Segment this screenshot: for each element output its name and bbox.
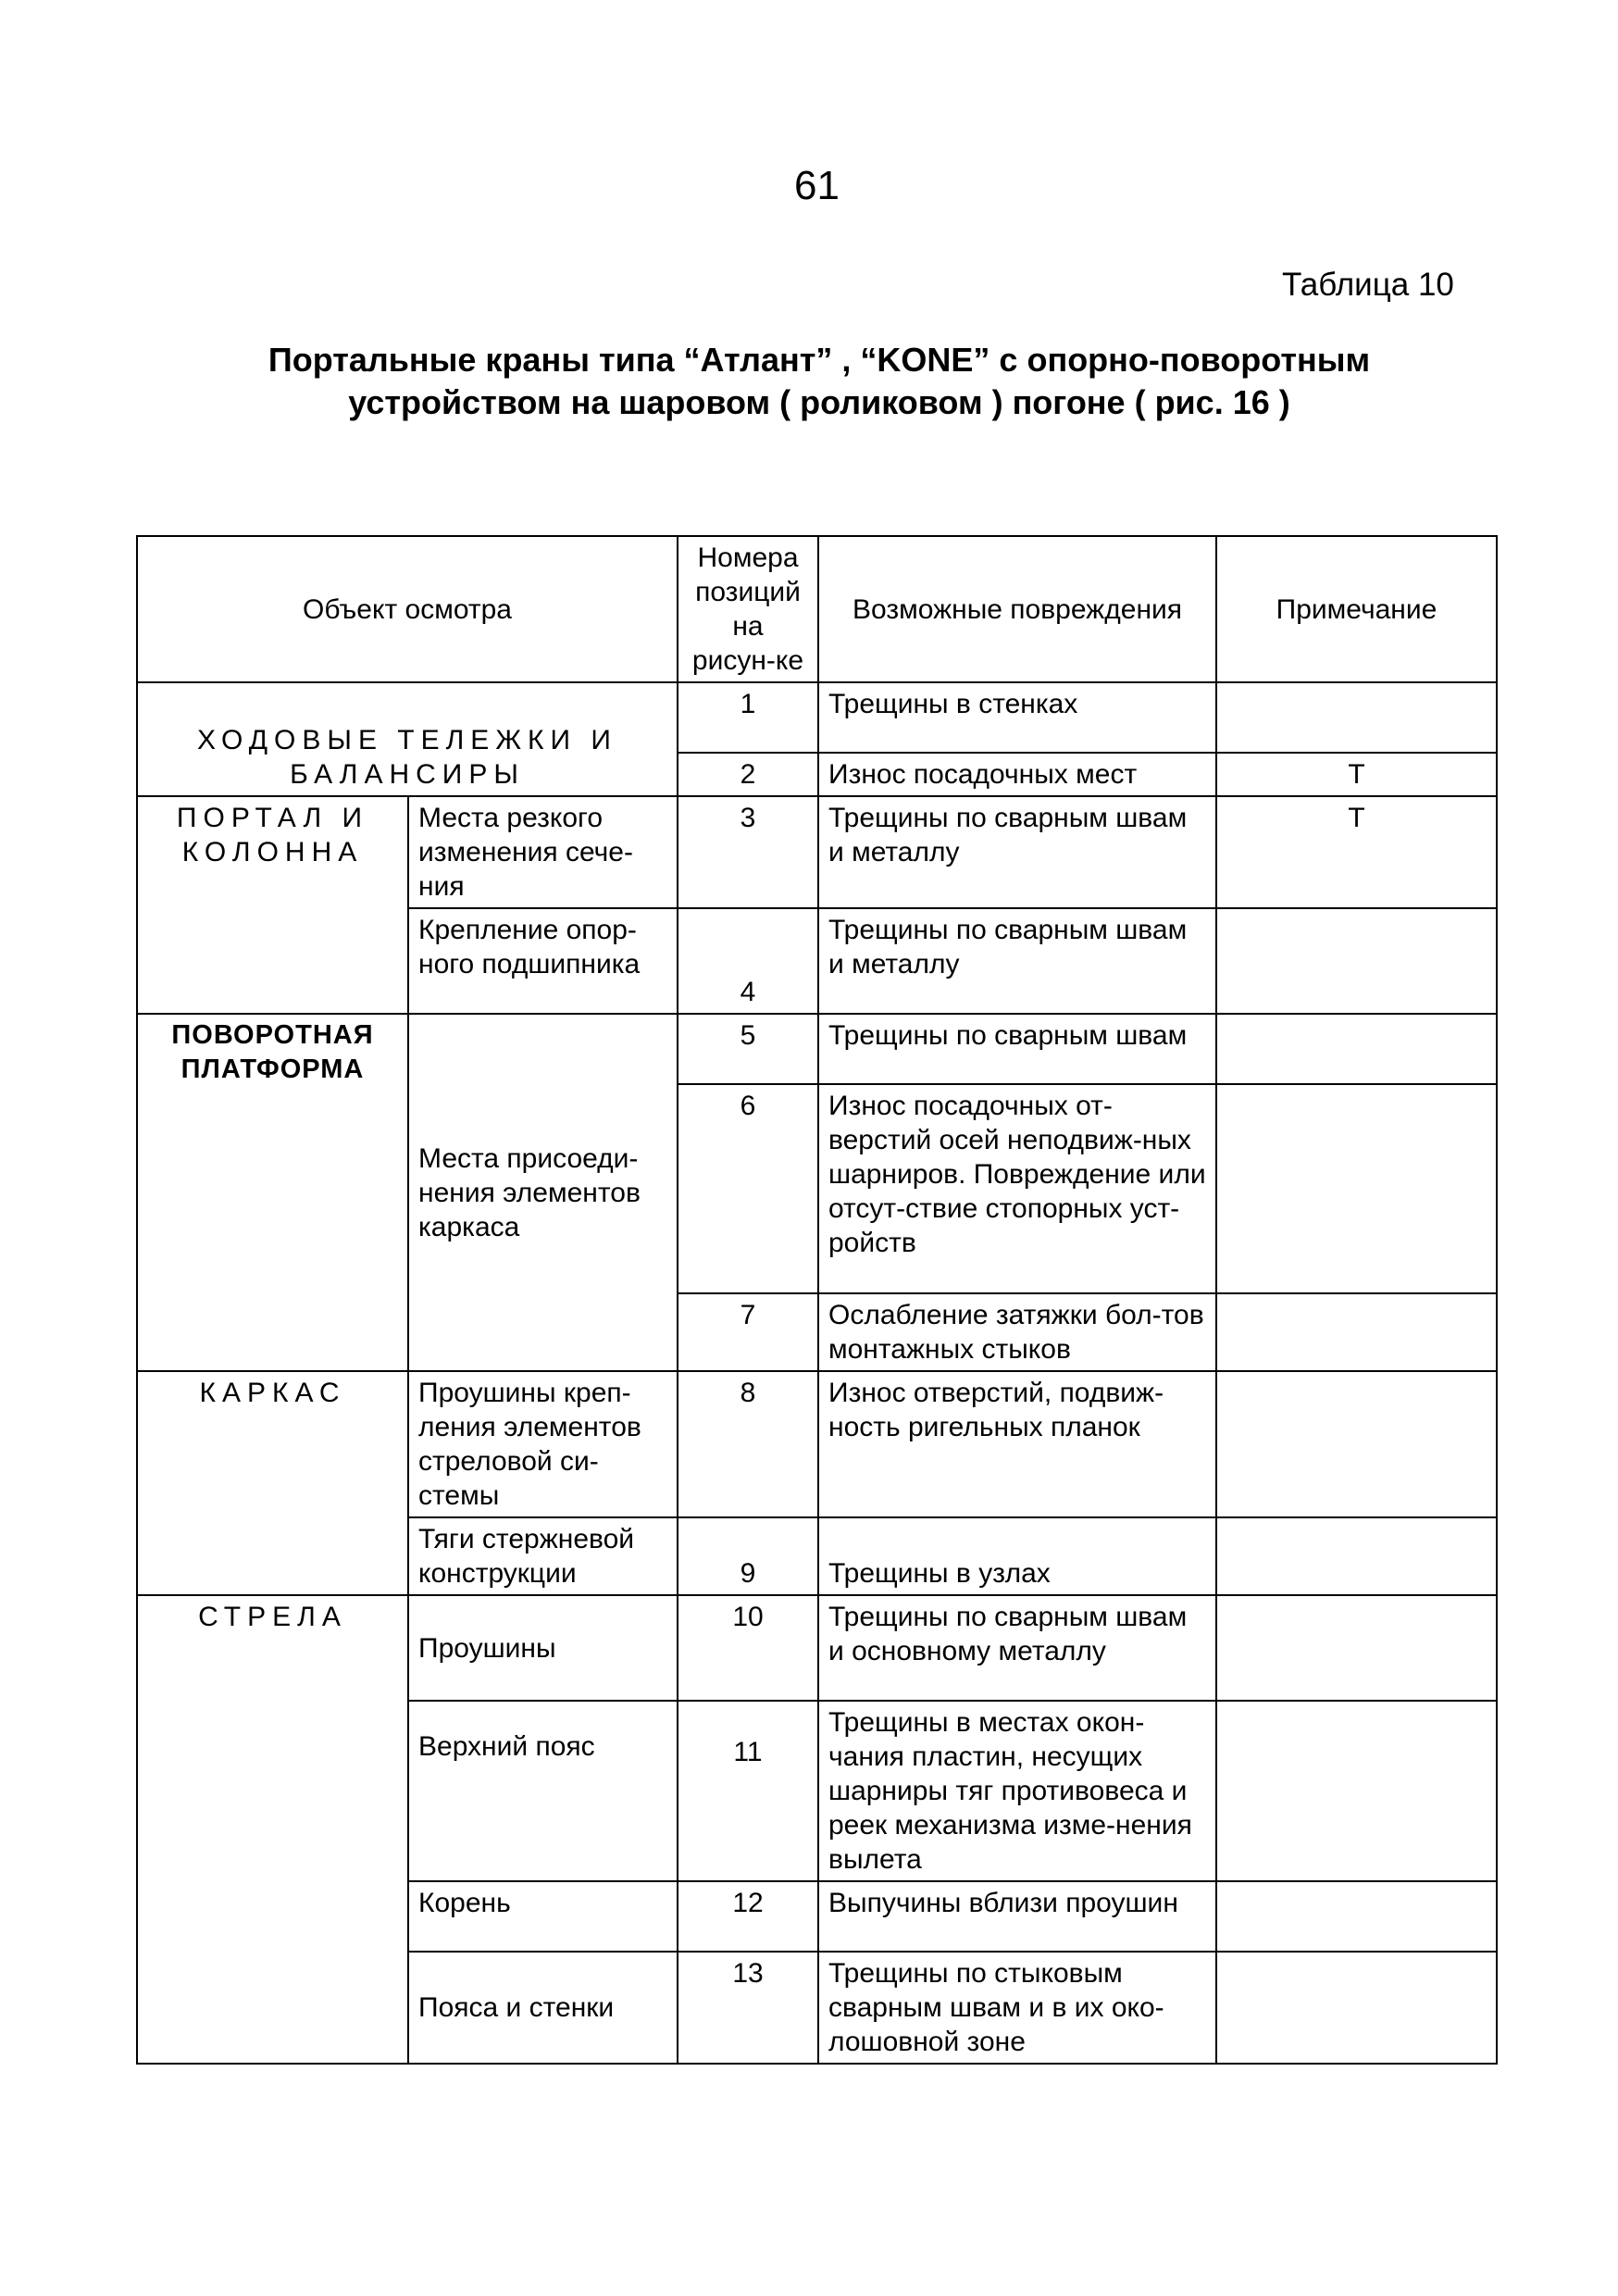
note-cell [1216, 1952, 1497, 2064]
position-number: 1 [678, 682, 818, 753]
object-cell: Корень [408, 1881, 678, 1952]
damage-cell: Трещины по сварным швам [818, 1014, 1216, 1084]
object-cell: Пояса и стенки [408, 1952, 678, 2064]
position-number: 2 [678, 753, 818, 796]
position-number: 11 [678, 1701, 818, 1881]
position-number: 4 [678, 908, 818, 1014]
note-cell [1216, 908, 1497, 1014]
damage-cell: Трещины в стенках [818, 682, 1216, 753]
damage-cell: Трещины по сварным швам и основному металлу [818, 1595, 1216, 1701]
note-cell [1216, 1517, 1497, 1595]
position-number: 12 [678, 1881, 818, 1952]
damage-cell: Трещины по сварным швам и металлу [818, 908, 1216, 1014]
object-cell: Верхний пояс [408, 1701, 678, 1881]
table-row [137, 1595, 1497, 1701]
position-number: 6 [678, 1084, 818, 1293]
damage-cell: Ослабление затяжки бол-тов монтажных стыков [818, 1293, 1216, 1371]
note-cell [1216, 1595, 1497, 1701]
title-line-1: Портальные краны типа “Атлант” , “KONE” с опорно-поворотным [268, 341, 1371, 379]
table-caption: Таблица 10 [1282, 267, 1454, 303]
damage-cell: Трещины в узлах [818, 1517, 1216, 1595]
position-number: 10 [678, 1595, 818, 1701]
note-cell [1216, 1293, 1497, 1371]
damage-cell: Трещины по сварным швам и металлу [818, 796, 1216, 908]
inspection-table [136, 535, 1498, 2065]
object-cell: Проушины [408, 1595, 678, 1701]
object-cell: Крепление опор-ного подшипника [408, 908, 678, 1014]
object-cell: Места резкого изменения сече-ния [408, 796, 678, 908]
header-note: Примечание [1216, 536, 1497, 682]
group-platform: ПОВОРОТНАЯ ПЛАТФОРМА [137, 1014, 408, 1371]
note-cell [1216, 1084, 1497, 1293]
position-number: 13 [678, 1952, 818, 2064]
table-row [137, 1014, 1497, 1084]
note-cell [1216, 1701, 1497, 1881]
damage-cell: Трещины по стыковым сварным швам и в их око-лошовной зоне [818, 1952, 1216, 2064]
position-number: 8 [678, 1371, 818, 1517]
header-row [137, 536, 1497, 682]
page-number: 61 [794, 163, 840, 208]
group-chassis: ХОДОВЫЕ ТЕЛЕЖКИ И БАЛАНСИРЫ [137, 682, 678, 796]
object-cell: Проушины креп-ления элементов стреловой си-стемы [408, 1371, 678, 1517]
object-cell: Места присоеди-нения элементов каркаса [408, 1014, 678, 1371]
note-cell [1216, 1014, 1497, 1084]
header-object: Объект осмотра [137, 536, 678, 682]
group-boom: СТРЕЛА [137, 1595, 408, 2064]
damage-cell: Трещины в местах окон-чания пластин, несущих шарниры тяг противовеса и реек механизма изме-нения вылета [818, 1701, 1216, 1881]
table-row [137, 682, 1497, 753]
note-cell: Т [1216, 796, 1497, 908]
position-number: 3 [678, 796, 818, 908]
position-number: 7 [678, 1293, 818, 1371]
group-frame: КАРКАС [137, 1371, 408, 1595]
table-row [137, 1371, 1497, 1517]
damage-cell: Износ посадочных мест [818, 753, 1216, 796]
note-cell [1216, 682, 1497, 753]
position-number: 5 [678, 1014, 818, 1084]
damage-cell: Износ посадочных от-верстий осей неподвиж-ных шарниров. Повреждение или отсут-ствие стопорных уст-ройств [818, 1084, 1216, 1293]
damage-cell: Выпучины вблизи проушин [818, 1881, 1216, 1952]
header-position: Номера позиций на рисун-ке [678, 536, 818, 682]
table-row [137, 796, 1497, 908]
note-cell: Т [1216, 753, 1497, 796]
header-damage: Возможные повреждения [818, 536, 1216, 682]
note-cell [1216, 1371, 1497, 1517]
title-line-2: устройством на шаровом ( роликовом ) погоне ( рис. 16 ) [348, 383, 1290, 421]
note-cell [1216, 1881, 1497, 1952]
group-portal: ПОРТАЛ И КОЛОННА [137, 796, 408, 1014]
object-cell: Тяги стержневой конструкции [408, 1517, 678, 1595]
document-title [204, 339, 1435, 424]
damage-cell: Износ отверстий, подвиж-ность ригельных планок [818, 1371, 1216, 1517]
position-number: 9 [678, 1517, 818, 1595]
